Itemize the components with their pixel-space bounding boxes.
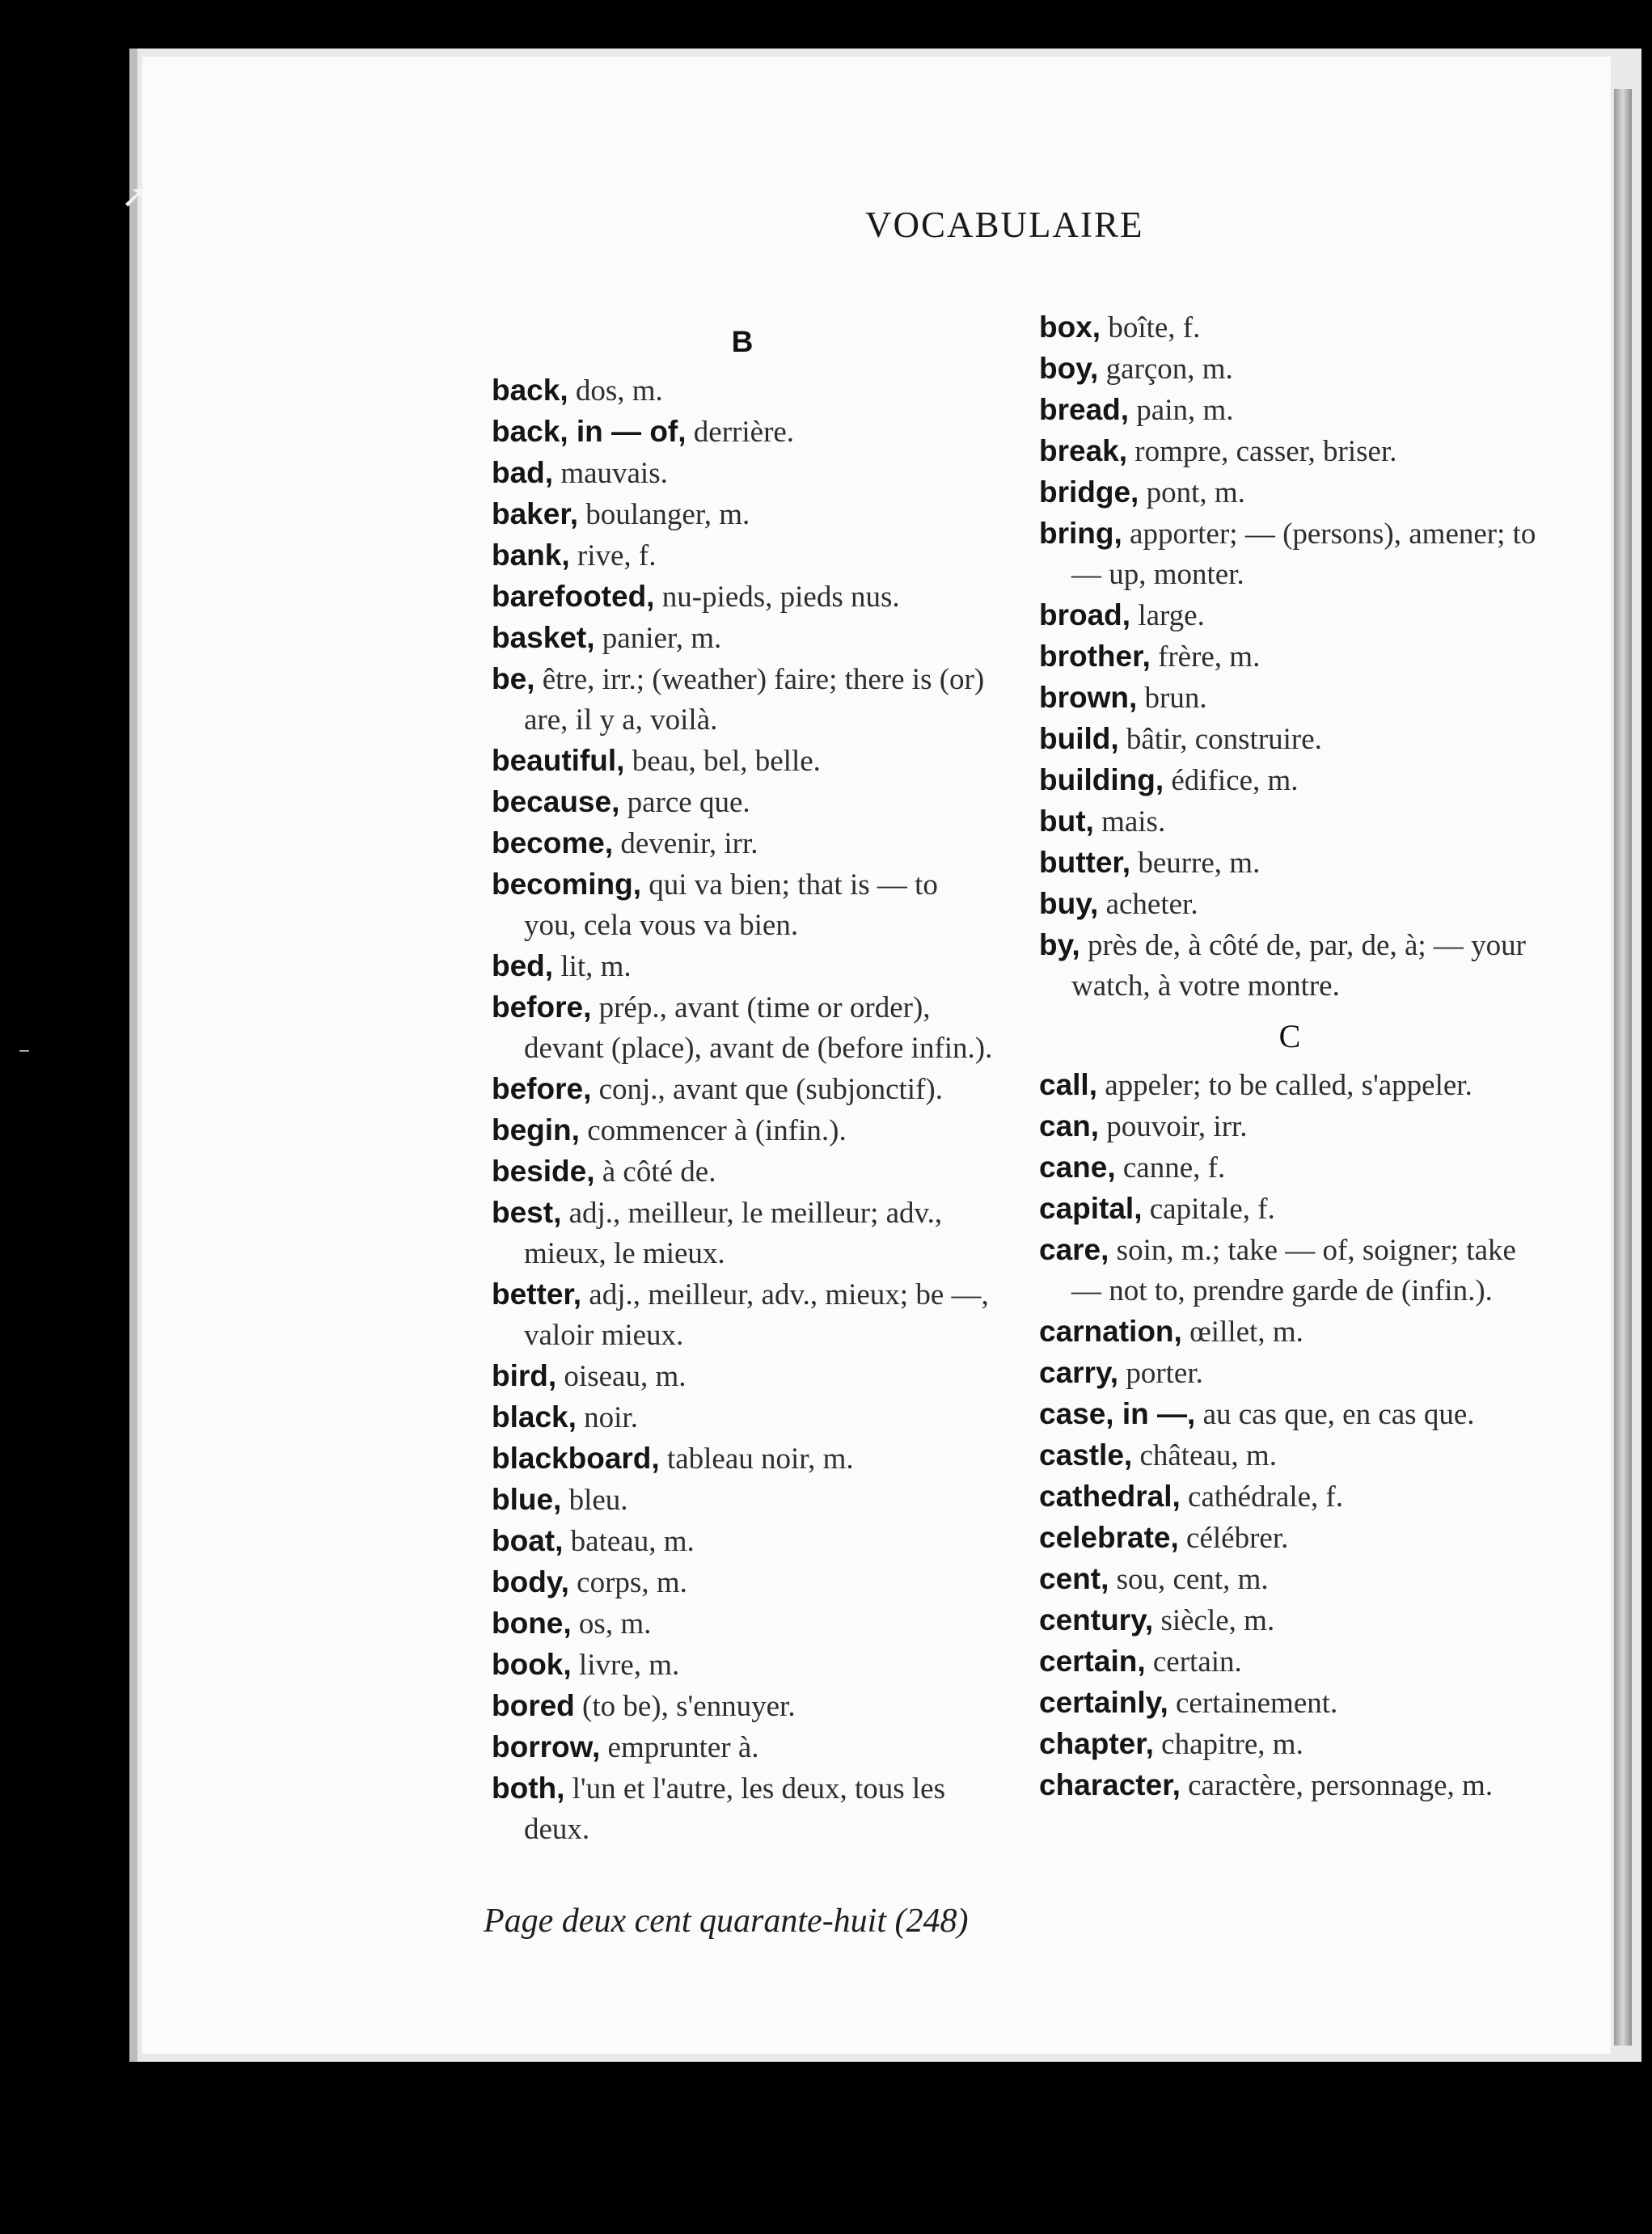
definition: livre, m. xyxy=(578,1649,680,1682)
headword: call, xyxy=(1039,1068,1097,1101)
definition: pain, m. xyxy=(1136,394,1234,427)
definition: caractère, personnage, m. xyxy=(1188,1769,1494,1802)
dictionary-entry xyxy=(1039,719,1540,760)
definition: noir. xyxy=(584,1401,638,1434)
dictionary-entry xyxy=(492,1356,993,1397)
dictionary-entry xyxy=(1039,1435,1540,1476)
dictionary-entry xyxy=(492,576,993,618)
definition: garçon, m. xyxy=(1105,353,1233,386)
headword: black, xyxy=(492,1400,577,1434)
dictionary-entry xyxy=(1039,513,1540,595)
dictionary-entry xyxy=(492,1768,993,1850)
definition: appeler; to be called, s'appeler. xyxy=(1105,1069,1472,1102)
dictionary-entry xyxy=(492,1603,993,1645)
dictionary-entry xyxy=(492,1438,993,1480)
definition: chapitre, m. xyxy=(1161,1728,1303,1761)
headword: carry, xyxy=(1039,1356,1119,1389)
page-title: VOCABULAIRE xyxy=(865,205,1144,245)
definition: brun. xyxy=(1144,682,1207,715)
dictionary-entry xyxy=(1039,1394,1540,1435)
headword: break, xyxy=(1039,434,1128,467)
headword: boy, xyxy=(1039,352,1099,385)
headword: castle, xyxy=(1039,1438,1133,1472)
definition: dos, m. xyxy=(575,374,663,408)
definition: siècle, m. xyxy=(1160,1604,1275,1637)
headword: carnation, xyxy=(1039,1315,1182,1348)
definition: conj., avant que (subjonctif). xyxy=(598,1073,943,1106)
dictionary-entry xyxy=(492,412,993,453)
definition: bâtir, construire. xyxy=(1126,723,1322,756)
dictionary-entry xyxy=(1039,472,1540,513)
headword: back, xyxy=(492,374,568,407)
definition: soin, m.; take — of, soigner; take — not to, prendre garde de (infin.). xyxy=(1071,1234,1516,1307)
entry-list xyxy=(1039,307,1540,1007)
definition: œillet, m. xyxy=(1189,1315,1303,1349)
headword: body, xyxy=(492,1565,569,1598)
headword: back, in — of, xyxy=(492,415,687,448)
headword: butter, xyxy=(1039,846,1131,879)
definition: prép., avant (time or order), devant (place), avant de (before infin.). xyxy=(524,991,993,1065)
dictionary-entry xyxy=(1039,1311,1540,1353)
dictionary-entry xyxy=(492,1521,993,1562)
headword: boat, xyxy=(492,1524,564,1557)
headword: baker, xyxy=(492,497,578,530)
dictionary-entry xyxy=(492,1480,993,1521)
definition: canne, f. xyxy=(1122,1151,1226,1185)
dictionary-entry xyxy=(1039,307,1540,348)
headword: build, xyxy=(1039,722,1119,755)
dictionary-entry xyxy=(1039,348,1540,390)
headword: chapter, xyxy=(1039,1727,1154,1760)
dictionary-entry xyxy=(492,987,993,1069)
section-letter: C xyxy=(1278,1018,1301,1054)
headword: blue, xyxy=(492,1483,562,1516)
binding-strip xyxy=(1614,89,1632,2046)
dictionary-entry xyxy=(1039,1189,1540,1230)
entry-list xyxy=(1039,1065,1540,1806)
definition: être, irr.; (weather) faire; there is (or) are, il y a, voilà. xyxy=(524,663,985,737)
headword: bridge, xyxy=(1039,475,1139,509)
definition: célébrer. xyxy=(1186,1522,1289,1555)
dictionary-entry xyxy=(492,1686,993,1727)
headword: cent, xyxy=(1039,1562,1109,1595)
dictionary-entry xyxy=(492,1274,993,1356)
dictionary-entry xyxy=(1039,678,1540,719)
dictionary-entry xyxy=(492,1069,993,1110)
headword: character, xyxy=(1039,1768,1181,1801)
headword: care, xyxy=(1039,1233,1109,1266)
definition: rive, f. xyxy=(577,539,657,572)
dictionary-entry xyxy=(492,864,993,946)
dictionary-entry xyxy=(1039,1476,1540,1518)
dictionary-entry xyxy=(492,1727,993,1768)
dictionary-entry xyxy=(492,535,993,576)
headword: buy, xyxy=(1039,887,1099,920)
dictionary-entry xyxy=(1039,1724,1540,1765)
headword: book, xyxy=(492,1648,572,1681)
definition: adj., meilleur, le meilleur; adv., mieux, le mieux. xyxy=(524,1197,943,1270)
dictionary-entry xyxy=(492,453,993,494)
definition: devenir, irr. xyxy=(620,827,758,860)
dictionary-entry xyxy=(492,946,993,987)
definition: qui va bien; that is — to you, cela vous va bien. xyxy=(524,868,938,942)
headword: be, xyxy=(492,662,535,695)
dictionary-entry xyxy=(1039,595,1540,636)
definition: rompre, casser, briser. xyxy=(1134,435,1397,468)
definition: sou, cent, m. xyxy=(1116,1563,1269,1596)
dictionary-entry xyxy=(1039,843,1540,884)
dictionary-entry xyxy=(1039,1600,1540,1641)
headword: because, xyxy=(492,785,620,818)
dictionary-entry xyxy=(492,1193,993,1274)
definition: boulanger, m. xyxy=(585,498,750,531)
definition: à côté de. xyxy=(602,1155,716,1189)
headword: bad, xyxy=(492,456,554,489)
headword: broad, xyxy=(1039,598,1131,631)
dictionary-entry xyxy=(1039,431,1540,472)
headword: becoming, xyxy=(492,868,642,901)
headword: beautiful, xyxy=(492,744,625,777)
definition: nu-pieds, pieds nus. xyxy=(661,581,900,614)
definition: beau, bel, belle. xyxy=(632,745,821,778)
definition: lit, m. xyxy=(560,950,632,983)
headword: building, xyxy=(1039,763,1164,796)
dictionary-entry xyxy=(492,659,993,741)
page-footer xyxy=(484,1902,969,1940)
dictionary-entry xyxy=(492,782,993,823)
definition: pont, m. xyxy=(1146,476,1245,509)
definition: pouvoir, irr. xyxy=(1106,1110,1248,1143)
dictionary-entry xyxy=(1039,390,1540,431)
definition: corps, m. xyxy=(577,1566,687,1599)
section-letter: B xyxy=(731,325,754,358)
dictionary-entry xyxy=(1039,1106,1540,1147)
dictionary-entry xyxy=(1039,1559,1540,1600)
dictionary-entry xyxy=(492,1397,993,1438)
definition: panier, m. xyxy=(602,622,722,655)
dictionary-entry xyxy=(492,1645,993,1686)
headword: better, xyxy=(492,1277,582,1311)
definition: cathédrale, f. xyxy=(1188,1480,1344,1514)
right-column xyxy=(1039,307,1540,1806)
scan-artifact: ➚ xyxy=(121,178,149,215)
headword: borrow, xyxy=(492,1730,601,1763)
dictionary-entry xyxy=(492,370,993,412)
headword: bird, xyxy=(492,1359,557,1392)
definition: tableau noir, m. xyxy=(666,1442,854,1476)
definition: bateau, m. xyxy=(570,1525,695,1558)
headword: but, xyxy=(1039,804,1094,838)
definition: frère, m. xyxy=(1158,640,1261,674)
headword: basket, xyxy=(492,621,595,654)
dictionary-entry xyxy=(1039,1683,1540,1724)
headword: begin, xyxy=(492,1113,580,1147)
headword: can, xyxy=(1039,1109,1100,1142)
headword: cane, xyxy=(1039,1151,1116,1184)
definition: large. xyxy=(1138,599,1205,632)
dictionary-entry xyxy=(1039,925,1540,1007)
definition: emprunter à. xyxy=(607,1731,759,1764)
dictionary-entry xyxy=(1039,760,1540,801)
definition: certain. xyxy=(1152,1645,1242,1679)
headword: bank, xyxy=(492,538,570,572)
headword: certain, xyxy=(1039,1645,1146,1678)
page-number: (248) xyxy=(894,1902,969,1940)
headword: beside, xyxy=(492,1155,595,1188)
scan-artifact: ⁻ xyxy=(18,1041,31,1070)
headword: brown, xyxy=(1039,681,1138,714)
dictionary-entry xyxy=(1039,884,1540,925)
definition: mauvais. xyxy=(560,457,668,490)
definition: mais. xyxy=(1101,805,1166,838)
headword: bread, xyxy=(1039,393,1130,426)
definition: (to be), s'ennuyer. xyxy=(582,1690,796,1723)
dictionary-entry xyxy=(1039,801,1540,843)
headword: become, xyxy=(492,826,614,859)
definition: commencer à (infin.). xyxy=(587,1114,847,1147)
entry-list xyxy=(492,370,993,1850)
definition: château, m. xyxy=(1139,1439,1277,1472)
headword: blackboard, xyxy=(492,1442,660,1475)
definition: l'un et l'autre, les deux, tous les deux. xyxy=(524,1772,945,1846)
dictionary-entry xyxy=(1039,1765,1540,1806)
headword: bed, xyxy=(492,949,554,982)
definition: bleu. xyxy=(568,1484,628,1517)
definition: certainement. xyxy=(1175,1687,1338,1720)
definition: os, m. xyxy=(578,1607,652,1641)
definition: apporter; — (persons), amener; to — up, monter. xyxy=(1071,517,1536,591)
headword: cathedral, xyxy=(1039,1480,1181,1513)
definition: derrière. xyxy=(693,416,795,449)
dictionary-entry xyxy=(1039,1353,1540,1394)
definition: adj., meilleur, adv., mieux; be —, valoir mieux. xyxy=(524,1278,989,1352)
headword: best, xyxy=(492,1196,562,1229)
definition: boîte, f. xyxy=(1108,311,1201,344)
definition: oiseau, m. xyxy=(564,1360,687,1393)
headword: celebrate, xyxy=(1039,1521,1179,1554)
headword: case, in —, xyxy=(1039,1397,1196,1430)
headword: box, xyxy=(1039,310,1101,344)
dictionary-entry xyxy=(492,741,993,782)
definition: acheter. xyxy=(1105,888,1198,921)
dictionary-entry xyxy=(492,494,993,535)
definition: près de, à côté de, par, de, à; — your watch, à votre montre. xyxy=(1071,929,1526,1003)
dictionary-entry xyxy=(1039,1065,1540,1106)
headword: before, xyxy=(492,990,592,1024)
headword: barefooted, xyxy=(492,580,655,613)
definition: beurre, m. xyxy=(1138,847,1261,880)
headword: certainly, xyxy=(1039,1686,1168,1719)
definition: parce que. xyxy=(627,786,750,819)
headword: capital, xyxy=(1039,1192,1143,1225)
dictionary-entry xyxy=(492,1151,993,1193)
headword: by, xyxy=(1039,928,1080,961)
headword: before, xyxy=(492,1072,592,1105)
dictionary-entry xyxy=(1039,1518,1540,1559)
definition: édifice, m. xyxy=(1171,764,1299,797)
left-column xyxy=(492,325,993,1850)
definition: capitale, f. xyxy=(1149,1193,1275,1226)
definition: au cas que, en cas que. xyxy=(1202,1398,1475,1431)
dictionary-entry xyxy=(492,1110,993,1151)
headword: bored xyxy=(492,1689,575,1722)
headword: bring, xyxy=(1039,517,1122,550)
footer-text: Page deux cent quarante-huit xyxy=(484,1902,887,1940)
headword: both, xyxy=(492,1772,565,1805)
dictionary-entry xyxy=(492,1562,993,1603)
headword: century, xyxy=(1039,1603,1154,1636)
dictionary-entry xyxy=(492,823,993,864)
headword: brother, xyxy=(1039,640,1151,673)
dictionary-entry xyxy=(1039,1641,1540,1683)
definition: porter. xyxy=(1126,1357,1203,1390)
dictionary-entry xyxy=(1039,1147,1540,1189)
headword: bone, xyxy=(492,1607,572,1640)
dictionary-entry xyxy=(492,618,993,659)
dictionary-entry xyxy=(1039,1230,1540,1311)
dictionary-entry xyxy=(1039,636,1540,678)
